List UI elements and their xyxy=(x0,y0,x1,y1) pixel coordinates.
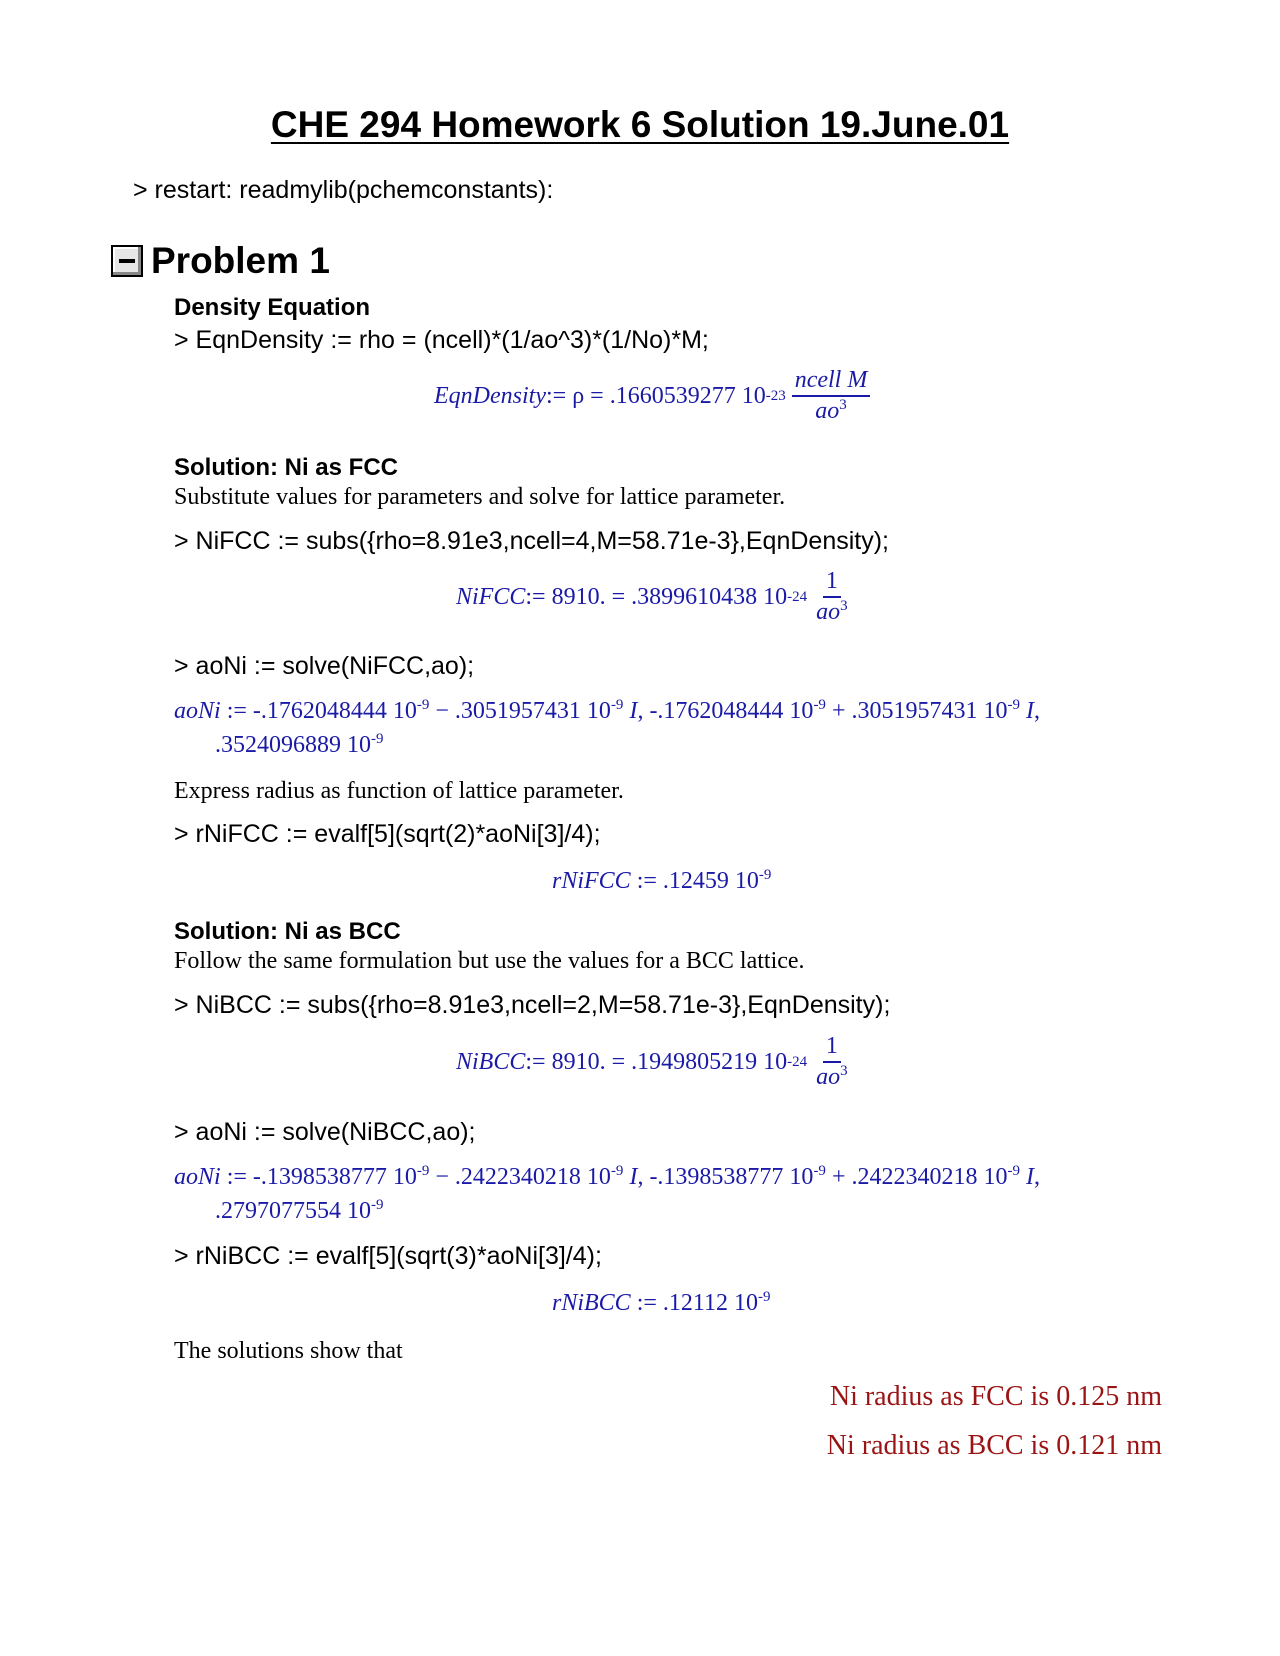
density-frac-den-exp: 3 xyxy=(839,397,847,414)
fcc-root1-real: := -.1762048444 10 xyxy=(220,698,417,724)
fcc-heading: Solution: Ni as FCC xyxy=(174,454,398,481)
bcc-root2-real-exp: -9 xyxy=(813,1163,826,1179)
bcc-solve-output-line1 xyxy=(174,1164,1040,1191)
fcc-root1-imag-exp: -9 xyxy=(610,697,624,713)
bcc-root2-imag-exp: -9 xyxy=(1007,1163,1020,1179)
page-title: CHE 294 Homework 6 Solution 19.June.01 xyxy=(270,104,1010,145)
bcc-root3: .2797077554 10 xyxy=(215,1198,371,1224)
density-output-name: EqnDensity xyxy=(434,382,546,409)
fcc-frac-den-exp: 3 xyxy=(840,598,848,615)
problem-1-header xyxy=(111,240,330,282)
bcc-output-name: NiBCC xyxy=(456,1048,526,1075)
density-command[interactable]: > EqnDensity := rho = (ncell)*(1/ao^3)*(1/No)*M; xyxy=(174,326,709,354)
bcc-root1-real-exp: -9 xyxy=(416,1163,430,1179)
density-fraction xyxy=(792,368,871,424)
fcc-radius-command[interactable]: > rNiFCC := evalf[5](sqrt(2)*aoNi[3]/4); xyxy=(174,820,601,848)
density-frac-num: ncell M xyxy=(794,367,868,393)
bcc-radius-exp: -9 xyxy=(758,1289,771,1305)
fcc-radius-name: rNiFCC xyxy=(552,868,631,894)
fcc-root2-imag: + .3051957431 10 xyxy=(825,698,1008,724)
bcc-root2-real: , -.1398538777 10 xyxy=(637,1164,814,1190)
fcc-frac-den: ao xyxy=(816,599,841,626)
fcc-subs-command[interactable]: > NiFCC := subs({rho=8.91e3,ncell=4,M=58.71e-3},EqnDensity); xyxy=(174,527,889,555)
bcc-fraction xyxy=(813,1034,851,1090)
bcc-root2-imag: + .2422340218 10 xyxy=(825,1164,1008,1190)
bcc-radius-name: rNiBCC xyxy=(552,1290,631,1316)
bcc-subs-command[interactable]: > NiBCC := subs({rho=8.91e3,ncell=2,M=58.71e-3},EqnDensity); xyxy=(174,991,891,1019)
fcc-description: Substitute values for parameters and solve for lattice parameter. xyxy=(174,484,786,510)
fcc-solve-output-line2 xyxy=(215,732,384,759)
bcc-frac-num: 1 xyxy=(823,1034,841,1063)
fcc-root2-real: , -.1762048444 10 xyxy=(637,698,814,724)
bcc-description: Follow the same formulation but use the values for a BCC lattice. xyxy=(174,948,805,974)
fcc-radius-value: := .12459 10 xyxy=(630,868,759,894)
fcc-subs-output: NiFCC := 8910. = .3899610438 10 -24 $\frac{1}{ao^3}$ xyxy=(456,569,851,625)
density-heading: Density Equation xyxy=(174,294,371,321)
fcc-root2-i: I xyxy=(1025,698,1034,724)
fcc-solve-output-line1 xyxy=(174,698,1040,725)
density-output-expr: := ρ = .1660539277 10 xyxy=(545,382,766,409)
fcc-root-sep: , xyxy=(1033,698,1040,724)
bcc-radius-value: := .12112 10 xyxy=(630,1290,759,1316)
fcc-solve-name: aoNi xyxy=(174,698,221,724)
fcc-root1-real-exp: -9 xyxy=(416,697,430,713)
conclusion-intro: The solutions show that xyxy=(174,1338,403,1364)
fcc-frac-num: 1 xyxy=(823,569,841,598)
fcc-root3: .3524096889 10 xyxy=(215,732,371,758)
fcc-root1-imag: − .3051957431 10 xyxy=(429,698,611,724)
fcc-radius-output xyxy=(552,868,771,895)
bcc-root1-i: I xyxy=(629,1164,638,1190)
fcc-fraction xyxy=(813,569,851,625)
bcc-output-expr: := 8910. = .1949805219 10 xyxy=(525,1048,788,1075)
bcc-root3-exp: -9 xyxy=(371,1197,384,1213)
bcc-solve-name: aoNi xyxy=(174,1164,221,1190)
bcc-radius-command[interactable]: > rNiBCC := evalf[5](sqrt(3)*aoNi[3]/4); xyxy=(174,1242,602,1270)
fcc-root3-exp: -9 xyxy=(371,731,384,747)
fcc-root2-real-exp: -9 xyxy=(813,697,826,713)
fcc-solve-command[interactable]: > aoNi := solve(NiFCC,ao); xyxy=(174,652,475,680)
bcc-radius-output xyxy=(552,1290,771,1317)
fcc-radius-description: Express radius as function of lattice parameter. xyxy=(174,778,624,804)
bcc-root1-imag: − .2422340218 10 xyxy=(429,1164,611,1190)
fcc-output-expr: := 8910. = .3899610438 10 xyxy=(525,583,788,610)
fcc-result: Ni radius as FCC is 0.125 nm xyxy=(829,1381,1162,1412)
fcc-radius-exp: -9 xyxy=(758,867,772,883)
bcc-subs-output: NiBCC := 8910. = .1949805219 10 -24 $\frac{1}{ao^3}$ xyxy=(456,1034,851,1090)
bcc-root2-i: I xyxy=(1025,1164,1034,1190)
fcc-root2-imag-exp: -9 xyxy=(1007,697,1020,713)
bcc-root1-real: := -.1398538777 10 xyxy=(220,1164,417,1190)
density-frac-den: ao xyxy=(815,398,840,425)
fcc-output-name: NiFCC xyxy=(456,583,526,610)
bcc-heading: Solution: Ni as BCC xyxy=(174,918,401,945)
fcc-root1-i: I xyxy=(629,698,638,724)
bcc-frac-den-exp: 3 xyxy=(840,1063,848,1080)
bcc-result: Ni radius as BCC is 0.121 nm xyxy=(826,1430,1162,1461)
density-output: EqnDensity := ρ = .1660539277 10 -23 $\frac{\text{ncell M}}{ao^3}$ xyxy=(434,368,870,424)
bcc-frac-den: ao xyxy=(816,1064,841,1091)
bcc-solve-command[interactable]: > aoNi := solve(NiBCC,ao); xyxy=(174,1118,476,1146)
bcc-solve-output-line2 xyxy=(215,1198,384,1225)
bcc-root1-imag-exp: -9 xyxy=(610,1163,624,1179)
restart-command[interactable]: > restart: readmylib(pchemconstants): xyxy=(133,176,554,204)
collapse-section-icon[interactable] xyxy=(111,245,143,277)
bcc-root-sep: , xyxy=(1033,1164,1040,1190)
problem-title: Problem 1 xyxy=(151,240,330,281)
